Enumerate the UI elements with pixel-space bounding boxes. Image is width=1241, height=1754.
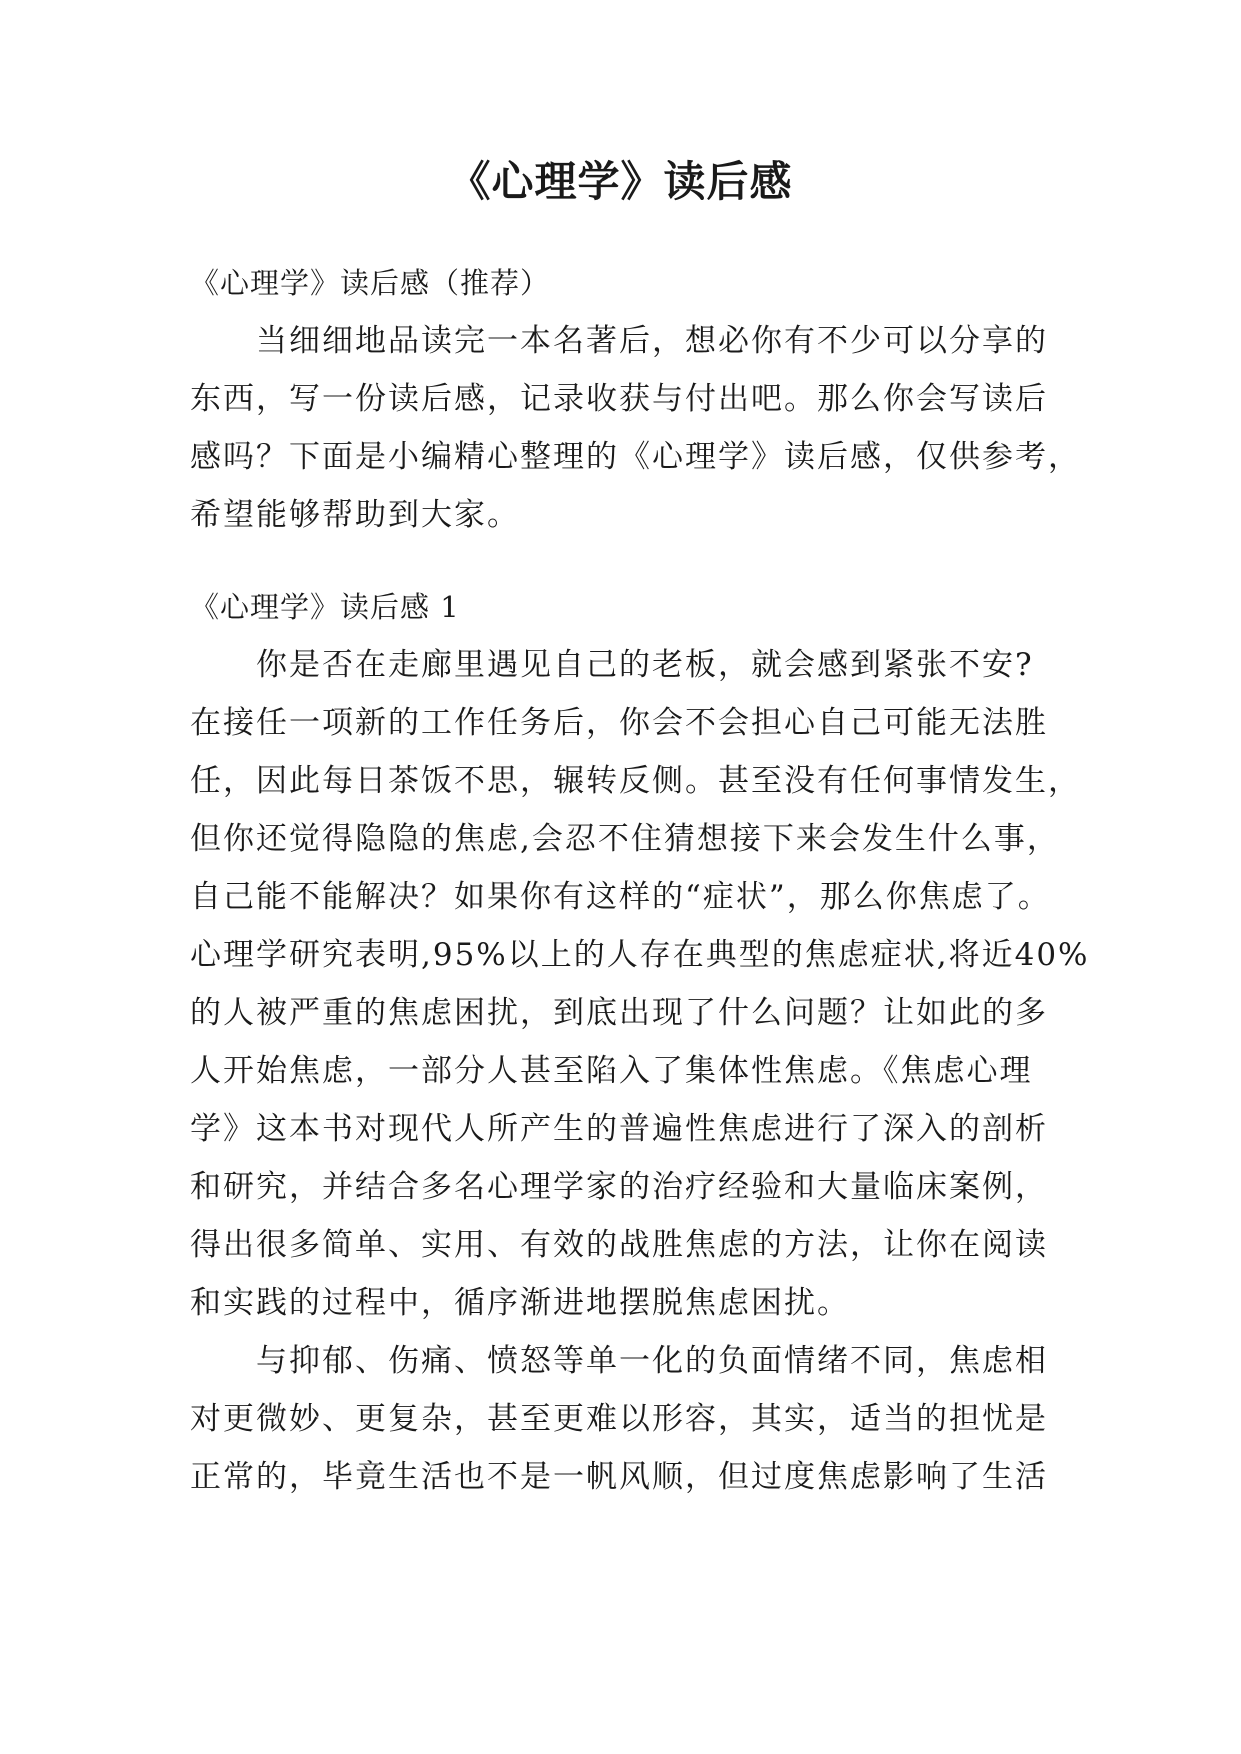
document-title: 《心理学》读后感 [448,157,793,206]
paragraph-line: 的人被严重的焦虑困扰，到底出现了什么问题？让如此的多 [190,995,1048,1031]
paragraph-line: 与抑郁、伤痛、愤怒等单一化的负面情绪不同，焦虑相 [256,1343,1048,1379]
intro-paragraph [190,312,1081,544]
paragraph-line: 自己能不能解决？如果你有这样的“症状”，那么你焦虑了。 [190,879,1051,915]
paragraph-line: 你是否在走廊里遇见自己的老板，就会感到紧张不安? [256,647,1034,683]
paragraph-line: 正常的，毕竟生活也不是一帆风顺，但过度焦虑影响了生活 [190,1459,1048,1495]
paragraph-line: 心理学研究表明,95%以上的人存在典型的焦虑症状,将近40% [190,937,1090,973]
intro-line: 东西，写一份读后感，记录收获与付出吧。那么你会写读后 [190,381,1048,417]
intro-line: 希望能够帮助到大家。 [190,497,520,533]
paragraph-line: 但你还觉得隐隐的焦虑,会忍不住猜想接下来会发生什么事， [190,821,1060,857]
paragraph-line: 和研究，并结合多名心理学家的治疗经验和大量临床案例， [190,1169,1048,1205]
section1-heading: 《心理学》读后感 1 [190,590,460,624]
paragraph-line: 和实践的过程中，循序渐进地摆脱焦虑困扰。 [190,1285,850,1321]
section1-paragraph-2 [190,1332,1054,1506]
paragraph-line: 对更微妙、更复杂，甚至更难以形容，其实，适当的担忧是 [190,1401,1048,1437]
paragraph-line: 得出很多简单、实用、有效的战胜焦虑的方法，让你在阅读 [190,1227,1048,1263]
paragraph-line: 任，因此每日茶饭不思，辗转反侧。甚至没有任何事情发生， [190,763,1081,799]
intro-line: 感吗？下面是小编精心整理的《心理学》读后感，仅供参考， [190,439,1081,475]
intro-line: 当细细地品读完一本名著后，想必你有不少可以分享的 [256,323,1048,359]
paragraph-line: 学》这本书对现代人所产生的普遍性焦虑进行了深入的剖析 [190,1111,1048,1147]
intro-heading: 《心理学》读后感（推荐） [190,266,551,300]
paragraph-line: 人开始焦虑，一部分人甚至陷入了集体性焦虑。《焦虑心理 [190,1053,1033,1089]
section1-paragraph-1 [190,636,1090,1332]
paragraph-line: 在接任一项新的工作任务后，你会不会担心自己可能无法胜 [190,705,1048,741]
